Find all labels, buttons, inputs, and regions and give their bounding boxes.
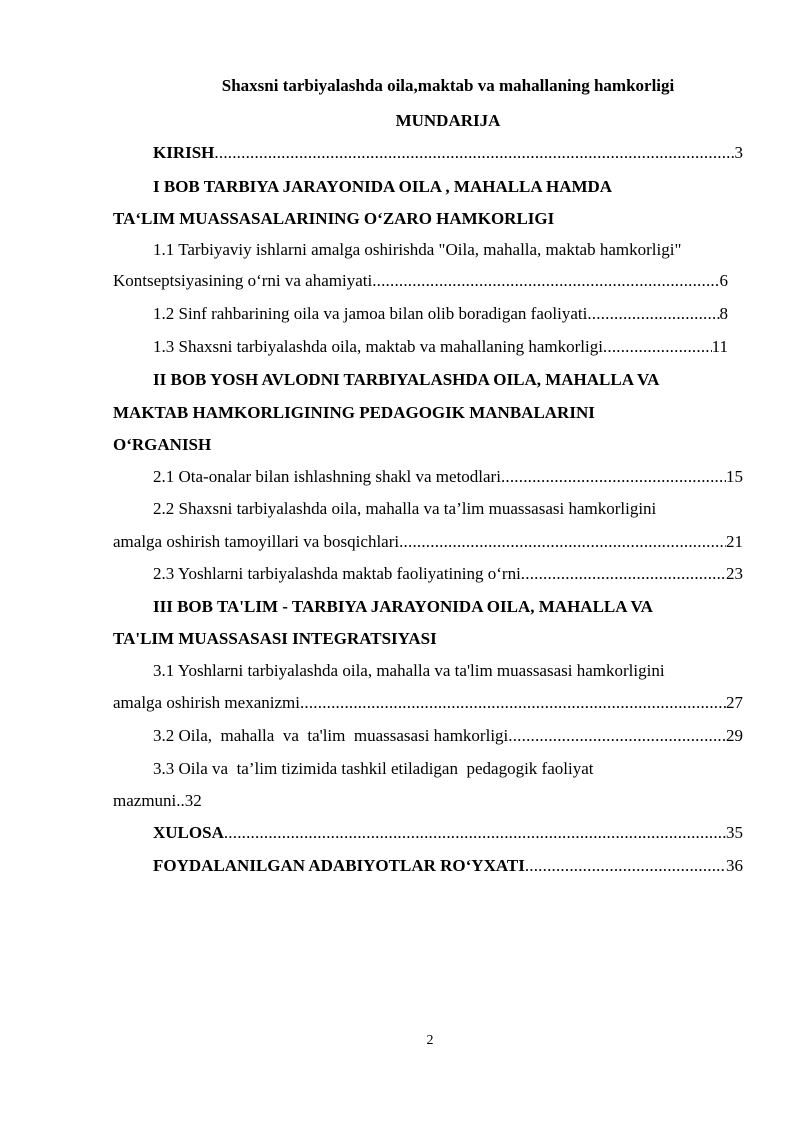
document-title: Shaxsni tarbiyalashda oila,maktab va mahallaning hamkorligi — [221, 76, 675, 95]
toc-entry-label: amalga oshirish tamoyillari va bosqichlari — [113, 532, 400, 551]
toc-entry-3-1 — [113, 692, 743, 714]
toc-entry-page: 3 — [734, 143, 743, 162]
section-3-3-line-1: 3.3 Oila va ta’lim tizimida tashkil etiladigan pedagogik faoliyat — [153, 759, 594, 778]
toc-entry-label: 2.1 Ota-onalar bilan ishlashning shakl va metodlari — [153, 467, 501, 486]
dot-leader — [603, 336, 712, 358]
chapter-1-title-line-1: I BOB TARBIYA JARAYONIDA OILA , MAHALLA HAMDA — [153, 177, 613, 196]
toc-entry-conclusion — [153, 822, 743, 844]
chapter-2-title-line-3: O‘RGANISH — [113, 435, 212, 454]
dot-leader — [214, 142, 734, 164]
page-number: 2 — [426, 1033, 434, 1048]
toc-entry-page: 8 — [719, 304, 728, 323]
section-3-3-line-2: mazmuni..32 — [113, 791, 202, 810]
section-2-2-line-1: 2.2 Shaxsni tarbiyalashda oila, mahalla va ta’lim muassasasi hamkorligini — [153, 499, 657, 518]
chapter-2-title-line-1: II BOB YOSH AVLODNI TARBIYALASHDA OILA, MAHALLA VA — [153, 370, 660, 389]
dot-leader — [399, 531, 726, 553]
toc-entry-3-2 — [153, 725, 743, 747]
toc-entry-label: KIRISH — [153, 143, 215, 162]
section-1-1-line-1: 1.1 Tarbiyaviy ishlarni amalga oshirishda "Oila, mahalla, maktab hamkorligi" — [153, 240, 682, 259]
toc-entry-2-2 — [113, 531, 743, 553]
toc-entry-label: 2.3 Yoshlarni tarbiyalashda maktab faoliyatining o‘rni — [153, 564, 521, 583]
toc-entry-2-3 — [153, 563, 743, 585]
dot-leader — [501, 466, 726, 488]
chapter-3-title-line-1: III BOB TA'LIM - TARBIYA JARAYONIDA OILA, MAHALLA VA — [153, 597, 653, 616]
chapter-2-title-line-2: MAKTAB HAMKORLIGINING PEDAGOGIK MANBALARINI — [113, 403, 595, 422]
dot-leader — [521, 563, 726, 585]
toc-entry-2-1 — [153, 466, 743, 488]
toc-entry-label: amalga oshirish mexanizmi — [113, 693, 300, 712]
chapter-1-title-line-2: TA‘LIM MUASSASALARINING O‘ZARO HAMKORLIGI — [113, 209, 555, 228]
toc-entry-label: FOYDALANILGAN ADABIYOTLAR RO‘YXATI — [153, 856, 525, 875]
toc-entry-page: 21 — [726, 532, 743, 551]
toc-entry-label: 3.2 Oila, mahalla va ta'lim muassasasi hamkorligi — [153, 726, 509, 745]
dot-leader — [587, 303, 719, 325]
toc-entry-page: 6 — [719, 271, 728, 290]
dot-leader — [300, 692, 726, 714]
chapter-3-title-line-2: TA'LIM MUASSASASI INTEGRATSIYASI — [113, 629, 437, 648]
section-3-1-line-1: 3.1 Yoshlarni tarbiyalashda oila, mahalla va ta'lim muassasasi hamkorligini — [153, 661, 665, 680]
toc-entry-1-3 — [153, 336, 728, 358]
toc-entry-page: 27 — [726, 693, 743, 712]
toc-entry-page: 15 — [726, 467, 743, 486]
dot-leader — [508, 725, 726, 747]
toc-entry-label: XULOSA — [153, 823, 224, 842]
toc-entry-1-1 — [113, 270, 728, 292]
toc-entry-page: 23 — [726, 564, 743, 583]
toc-entry-1-2 — [153, 303, 728, 325]
toc-entry-page: 11 — [711, 337, 728, 356]
toc-entry-page: 29 — [726, 726, 743, 745]
toc-entry-page: 35 — [726, 823, 743, 842]
toc-entry-page: 36 — [726, 856, 743, 875]
toc-entry-label: Kontseptsiyasining o‘rni va ahamiyati — [113, 271, 373, 290]
toc-entry-label: 1.2 Sinf rahbarining oila va jamoa bilan olib boradigan faoliyati — [153, 304, 588, 323]
toc-heading: MUNDARIJA — [395, 111, 501, 130]
toc-entry-label: 1.3 Shaxsni tarbiyalashda oila, maktab va mahallaning hamkorligi — [153, 337, 603, 356]
dot-leader — [372, 270, 719, 292]
toc-entry-intro — [153, 142, 743, 164]
dot-leader — [224, 822, 726, 844]
dot-leader — [525, 855, 726, 877]
toc-entry-references — [153, 855, 743, 877]
